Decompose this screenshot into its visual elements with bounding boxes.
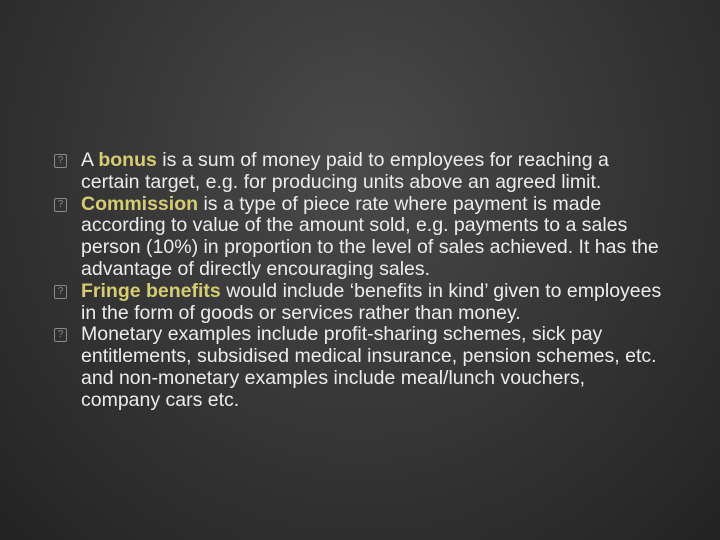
bullet-body-text: is a type of piece rate where payment is made according to value of the amount sold, e.g. payments to a sales person (10%) in proportion to the level of sales achieved. It has the advantage of directly encouraging sales. (81, 192, 659, 280)
highlight-term-fringe-benefits: Fringe benefits (81, 279, 221, 302)
highlight-term-bonus: bonus (98, 149, 157, 171)
bullet-body-text: would include ‘benefits in kind’ given to employees in the form of goods or services rather than money. (81, 279, 662, 324)
bullet-list (54, 150, 664, 412)
bullet-marker-icon: ? (54, 328, 67, 342)
bullet-marker-icon: ? (54, 285, 67, 299)
bullet-body-text: Monetary examples include profit-sharing schemes, sick pay entitlements, subsidised medical insurance, pension schemes, etc. and non-monetary examples include meal/lunch vouchers, company cars etc. (81, 323, 657, 411)
bullet-item-monetary-examples (54, 324, 664, 411)
highlight-term-commission: Commission (81, 192, 199, 215)
bullet-lead-text: A (81, 149, 99, 171)
bullet-item-fringe-benefits (54, 281, 664, 325)
bullet-item-bonus (54, 150, 664, 194)
bullet-item-commission (54, 194, 664, 281)
bullet-marker-icon: ? (54, 198, 67, 212)
bullet-marker-icon: ? (54, 154, 67, 168)
bullet-body-text: is a sum of money paid to employees for reaching a certain target, e.g. for producing units above an agreed limit. (81, 149, 609, 193)
